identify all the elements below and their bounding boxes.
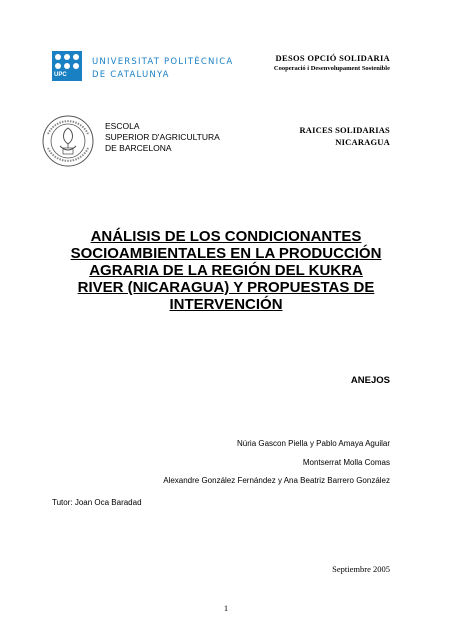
partner-name-line1: RAICES SOLIDARIAS bbox=[299, 125, 390, 135]
tutor-line: Tutor: Joan Oca Baradad bbox=[52, 498, 142, 507]
author-line: Alexandre González Fernández y Ana Beatriz Barrero González bbox=[163, 476, 390, 485]
university-name bbox=[92, 56, 233, 82]
author-line: Montserrat Molla Comas bbox=[302, 457, 390, 467]
title-line4: RIVER (NICARAGUA) Y PROPUESTAS DE bbox=[77, 279, 375, 296]
page-number: 1 bbox=[223, 603, 229, 613]
partner-name bbox=[299, 124, 390, 148]
organization-subtitle: Cooperació i Desenvolupament Sostenible bbox=[273, 65, 390, 72]
university-name-line2: DE CATALUNYA bbox=[92, 70, 170, 80]
partner-name-line2: NICARAGUA bbox=[335, 137, 390, 147]
document-date: Septiembre 2005 bbox=[332, 564, 390, 574]
title-line1: ANÁLISIS DE LOS CONDICIONANTES bbox=[90, 228, 362, 245]
upc-logo-icon: UPC bbox=[52, 51, 82, 81]
school-name-line1: ESCOLA bbox=[105, 121, 140, 131]
document-title bbox=[52, 228, 400, 313]
school-name bbox=[105, 121, 220, 154]
author-line: Núria Gascon Piella y Pablo Amaya Aguilar bbox=[237, 439, 390, 448]
organization-title: DESOS OPCIÓ SOLIDARIA bbox=[275, 53, 390, 63]
organization-header bbox=[274, 53, 390, 72]
section-label: ANEJOS bbox=[350, 375, 390, 386]
title-line3: AGRARIA DE LA REGIÓN DEL KUKRA bbox=[89, 262, 363, 279]
university-name-line1: UNIVERSITAT POLITÈCNICA bbox=[92, 57, 234, 67]
school-name-line3: DE BARCELONA bbox=[105, 143, 172, 153]
school-name-line2: SUPERIOR D'AGRICULTURA bbox=[105, 132, 220, 142]
authors-block bbox=[163, 435, 390, 491]
title-line5: INTERVENCIÓN bbox=[169, 296, 283, 313]
title-line2: SOCIOAMBIENTALES EN LA PRODUCCIÓN bbox=[70, 245, 382, 262]
school-seal-icon bbox=[40, 114, 96, 168]
